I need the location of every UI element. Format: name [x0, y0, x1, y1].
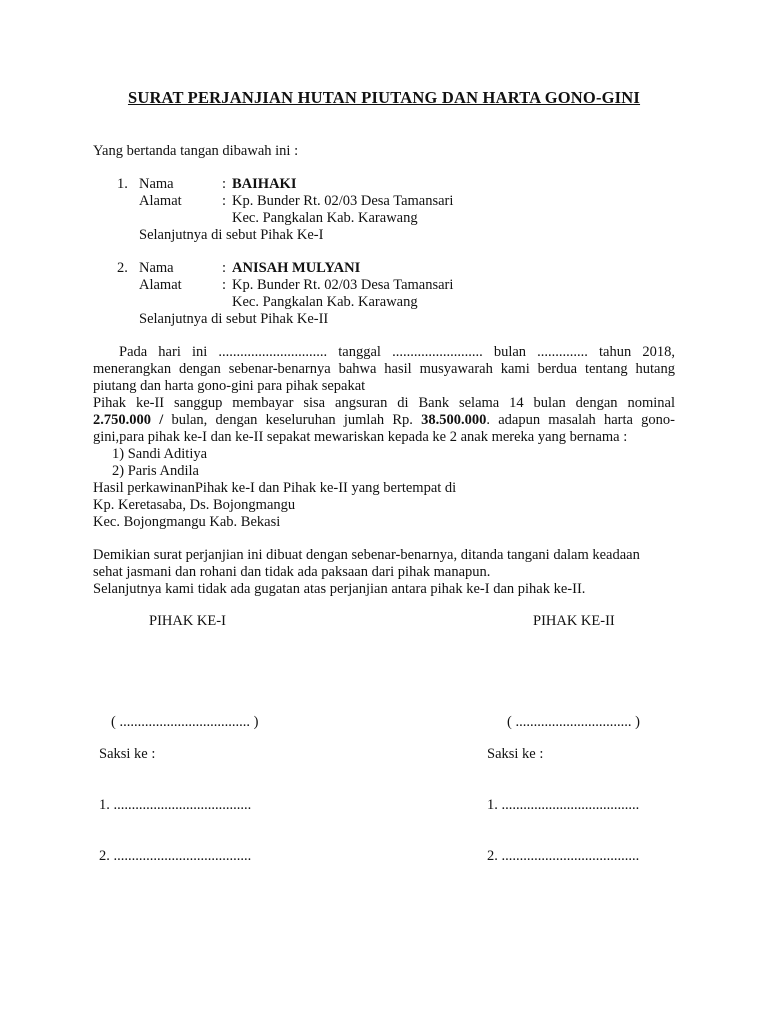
party-1-signature-label: PIHAK KE-I — [149, 613, 226, 629]
party-2-address-line1: Kp. Bunder Rt. 02/03 Desa Tamansari — [232, 277, 454, 293]
party-1-nama-label: Nama — [139, 176, 174, 192]
body-line-5 — [93, 412, 675, 429]
party-1-number: 1. — [117, 176, 128, 192]
party-2-signature-label: PIHAK KE-II — [533, 613, 615, 629]
witness-right-heading: Saksi ke : — [487, 746, 544, 762]
installment-amount: 2.750.000 / — [93, 412, 164, 428]
body-line-5-end: . adapun masalah harta gono- — [486, 412, 676, 428]
closing-line-3: Selanjutnya kami tidak ada gugatan atas perjanjian antara pihak ke-I dan pihak ke-II. — [93, 581, 586, 597]
witness-left-heading: Saksi ke : — [99, 746, 156, 762]
party-2-colon: : — [222, 260, 227, 276]
party-2-name: ANISAH MULYANI — [232, 260, 361, 276]
body-line-5-mid: bulan, dengan keseluruhan jumlah Rp. — [163, 412, 422, 428]
witness-left-2: 2. ...................................... — [99, 848, 252, 864]
party-1-alamat-label: Alamat — [139, 193, 182, 209]
party-2-designation: Selanjutnya di sebut Pihak Ke-II — [139, 311, 329, 327]
party-2-number: 2. — [117, 260, 128, 276]
document-title: SURAT PERJANJIAN HUTAN PIUTANG DAN HARTA GONO-GINI — [127, 88, 641, 107]
total-amount: 38.500.000 — [421, 412, 487, 428]
body-line-3: piutang dan harta gono-gini para pihak sepakat — [93, 378, 366, 394]
party-2-colon-2: : — [222, 277, 227, 293]
party-2-nama-label: Nama — [139, 260, 174, 276]
party-1-designation: Selanjutnya di sebut Pihak Ke-I — [139, 227, 324, 243]
child-1: 1) Sandi Aditiya — [112, 446, 208, 462]
party-1-colon: : — [222, 176, 227, 192]
body-line-8: Kp. Keretasaba, Ds. Bojongmangu — [93, 497, 296, 513]
body-line-4: Pihak ke-II sanggup membayar sisa angsuran di Bank selama 14 bulan dengan nominal — [93, 395, 675, 411]
party-1-address-line1: Kp. Bunder Rt. 02/03 Desa Tamansari — [232, 193, 454, 209]
party-1-name: BAIHAKI — [232, 176, 297, 192]
closing-line-1: Demikian surat perjanjian ini dibuat dengan sebenar-benarnya, ditanda tangani dalam keadaan — [93, 547, 640, 563]
party-1-address-line2: Kec. Pangkalan Kab. Karawang — [232, 210, 418, 226]
witness-right-1: 1. ...................................... — [487, 797, 640, 813]
witness-right-2: 2. ...................................... — [487, 848, 640, 864]
party-1-signature-line: ( .................................... ) — [111, 714, 259, 730]
closing-line-2: sehat jasmani dan rohani dan tidak ada paksaan dari pihak manapun. — [93, 564, 491, 580]
body-line-9: Kec. Bojongmangu Kab. Bekasi — [93, 514, 281, 530]
party-1-colon-2: : — [222, 193, 227, 209]
child-2: 2) Paris Andila — [112, 463, 199, 479]
body-line-2: menerangkan dengan sebenar-benarnya bahwa hasil musyawarah kami berdua tentang hutang — [93, 361, 675, 377]
intro-text: Yang bertanda tangan dibawah ini : — [93, 143, 299, 159]
party-2-address-line2: Kec. Pangkalan Kab. Karawang — [232, 294, 418, 310]
party-2-alamat-label: Alamat — [139, 277, 182, 293]
body-line-6: gini,para pihak ke-I dan ke-II sepakat mewariskan kepada ke 2 anak mereka yang bernama : — [93, 429, 628, 445]
body-line-7: Hasil perkawinanPihak ke-I dan Pihak ke-II yang bertempat di — [93, 480, 457, 496]
witness-left-1: 1. ...................................... — [99, 797, 252, 813]
body-line-1: Pada hari ini .............................. tanggal ......................... bulan .............. tahun 2018, — [119, 344, 675, 360]
party-2-signature-line: ( ................................ ) — [507, 714, 640, 730]
